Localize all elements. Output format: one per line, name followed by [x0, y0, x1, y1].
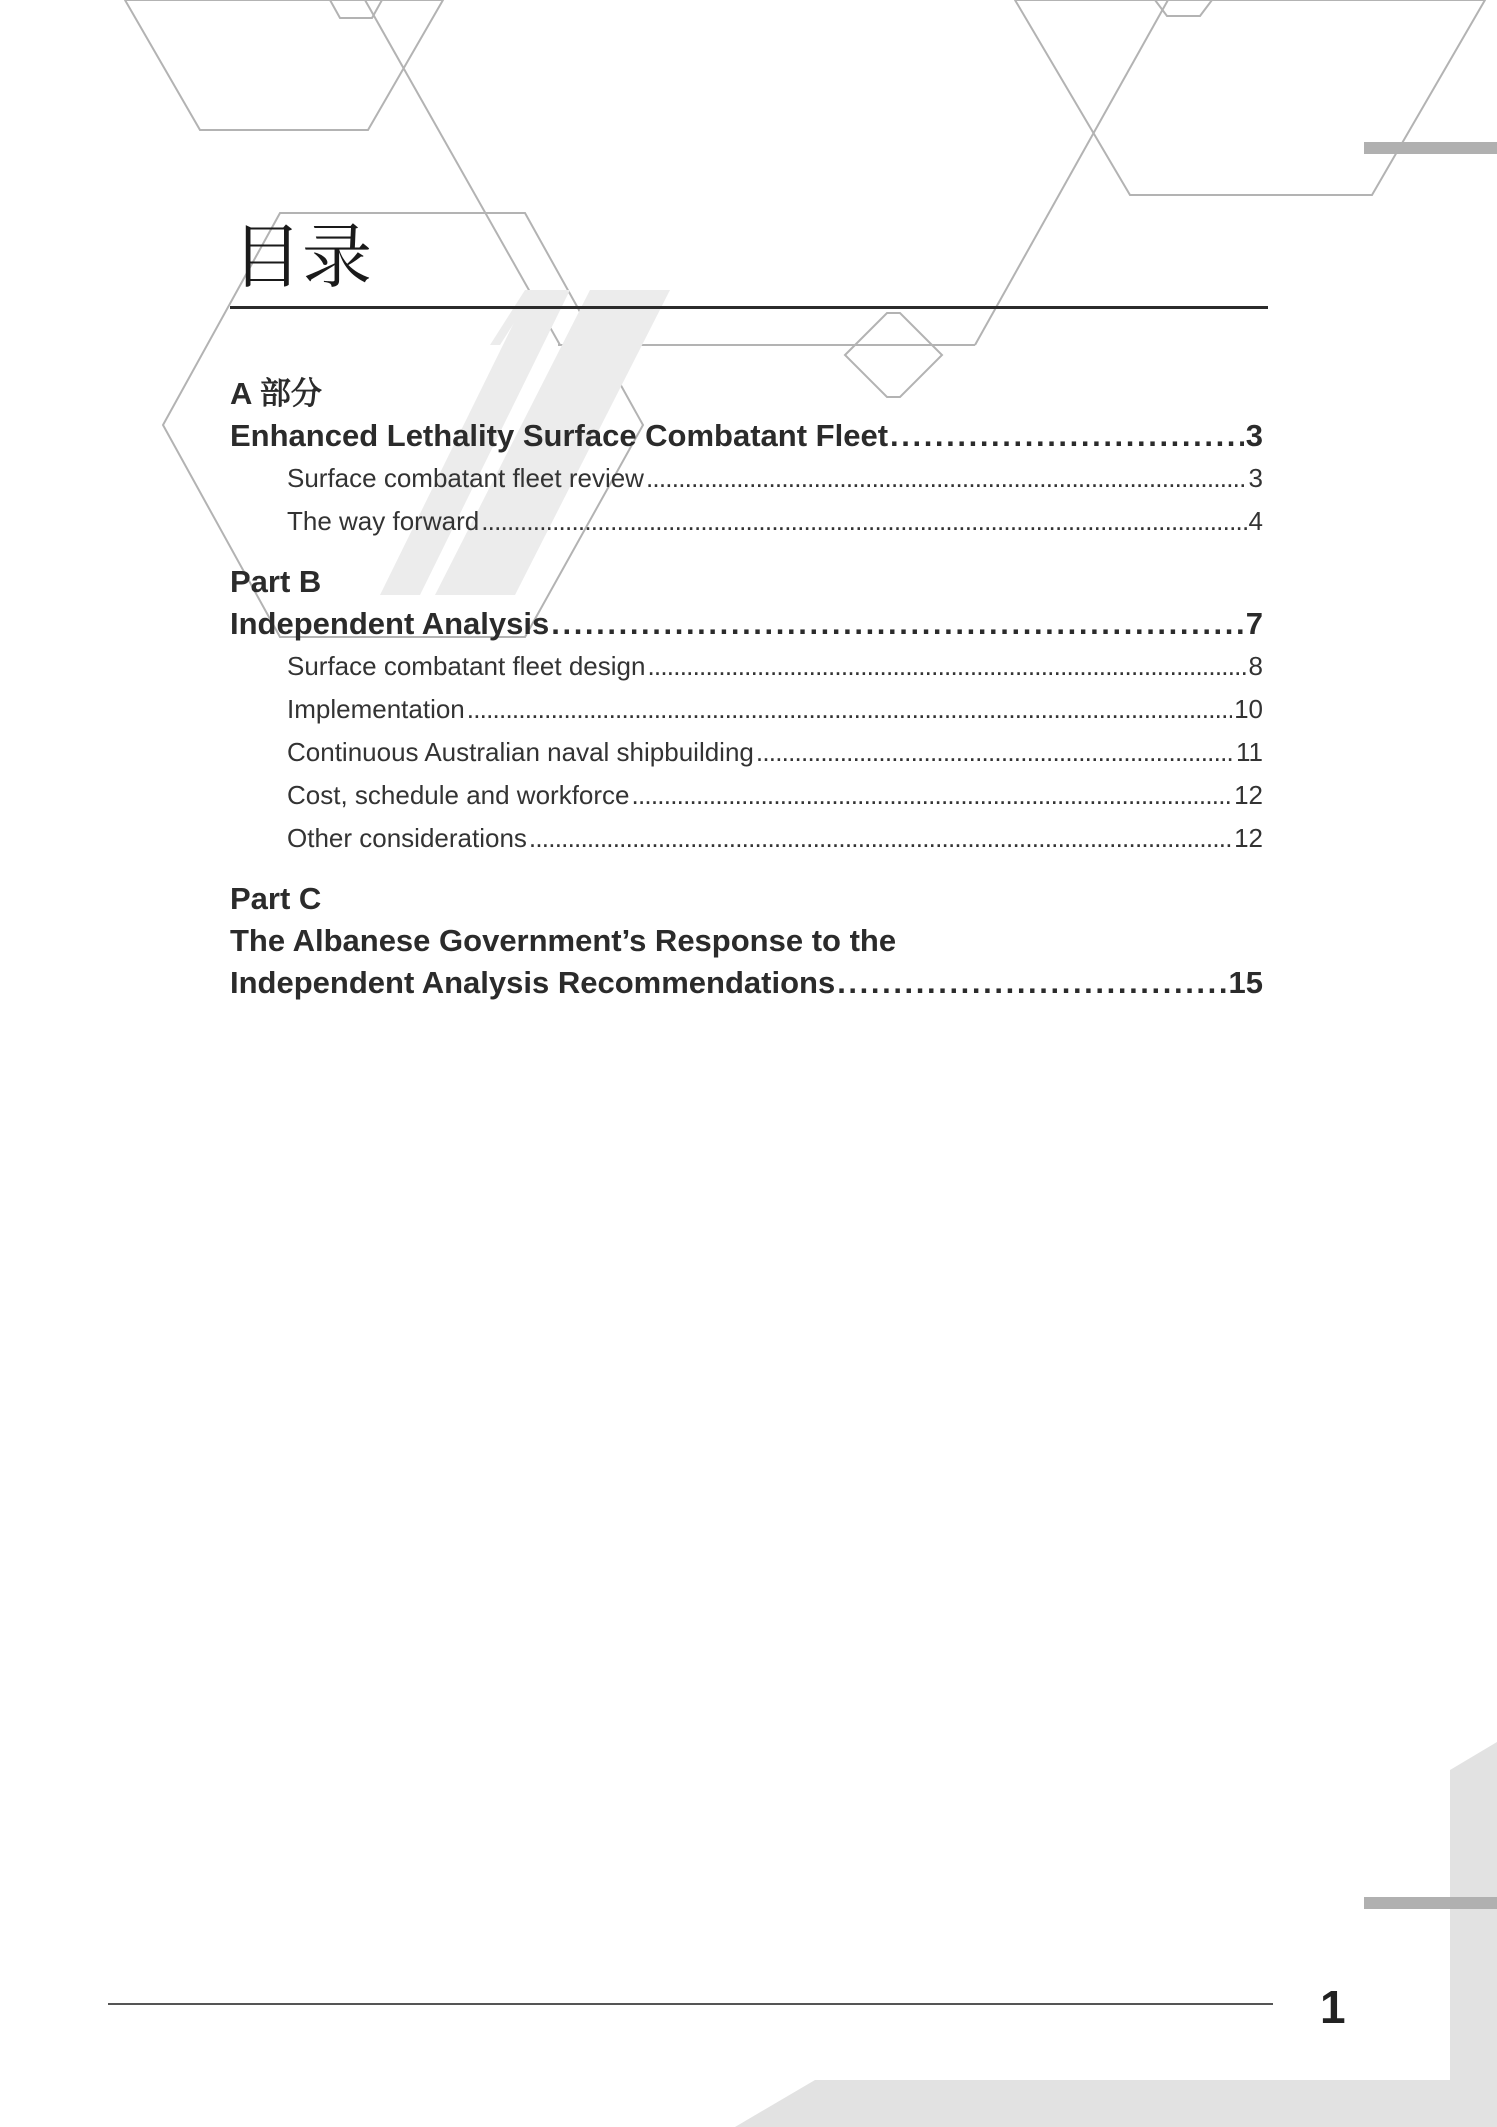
dot-leader: [647, 645, 1246, 688]
dot-leader: [756, 731, 1234, 774]
dot-leader: [481, 500, 1246, 543]
toc-entry-page: 15: [1228, 965, 1263, 1000]
dot-leader: [551, 603, 1244, 645]
toc-subentry[interactable]: [230, 457, 1263, 500]
toc-subentry[interactable]: [230, 731, 1263, 774]
dot-leader: [467, 688, 1232, 731]
toc-subentry-text: Continuous Australian naval shipbuilding: [287, 737, 754, 767]
toc-subentry-page: 4: [1248, 506, 1263, 536]
dot-leader: [646, 457, 1247, 500]
toc-subentry-text: Other considerations: [287, 823, 527, 853]
toc-subentry-page: 3: [1248, 463, 1263, 493]
toc-entry-heading: Independent Analysis: [230, 606, 550, 641]
toc-subentry-page: 12: [1234, 780, 1263, 810]
table-of-contents: [230, 372, 1263, 1004]
toc-entry-part-a[interactable]: [230, 415, 1263, 457]
footer-rule: [108, 2003, 1273, 2005]
toc-subentry-page: 11: [1236, 737, 1263, 767]
toc-subentry[interactable]: [230, 774, 1263, 817]
toc-entry-page: 3: [1245, 418, 1263, 453]
dot-leader: [529, 817, 1232, 860]
toc-subentry-text: Cost, schedule and workforce: [287, 780, 630, 810]
part-a-label: A 部分: [230, 376, 322, 411]
toc-entry-part-b[interactable]: [230, 603, 1263, 645]
part-b-label: Part B: [230, 564, 322, 599]
toc-subentry-text: The way forward: [287, 506, 480, 536]
toc-subentry-page: 10: [1234, 694, 1263, 724]
part-c-label: Part C: [230, 881, 322, 916]
title-underline: [230, 306, 1268, 309]
toc-subentry-text: Implementation: [287, 694, 465, 724]
toc-subentry-page: 12: [1234, 823, 1263, 853]
toc-entry-part-c[interactable]: [230, 962, 1263, 1004]
dot-leader: [837, 962, 1226, 1004]
page-number: 1: [1320, 1981, 1346, 2033]
toc-entry-page: 7: [1245, 606, 1263, 641]
toc-entry-heading: Enhanced Lethality Surface Combatant Fleet: [230, 418, 889, 453]
toc-subentry[interactable]: [230, 645, 1263, 688]
toc-subentry-text: Surface combatant fleet review: [287, 463, 644, 493]
toc-entry-heading-line1[interactable]: The Albanese Government’s Response to the: [230, 923, 897, 958]
toc-title: 目录: [232, 216, 372, 298]
toc-subentry[interactable]: [230, 500, 1263, 543]
toc-subentry[interactable]: [230, 688, 1263, 731]
toc-subentry-page: 8: [1248, 651, 1263, 681]
toc-subentry[interactable]: [230, 817, 1263, 860]
dot-leader: [890, 415, 1244, 457]
toc-entry-heading: Independent Analysis Recommendations: [230, 965, 836, 1000]
dot-leader: [632, 774, 1233, 817]
toc-subentry-text: Surface combatant fleet design: [287, 651, 646, 681]
